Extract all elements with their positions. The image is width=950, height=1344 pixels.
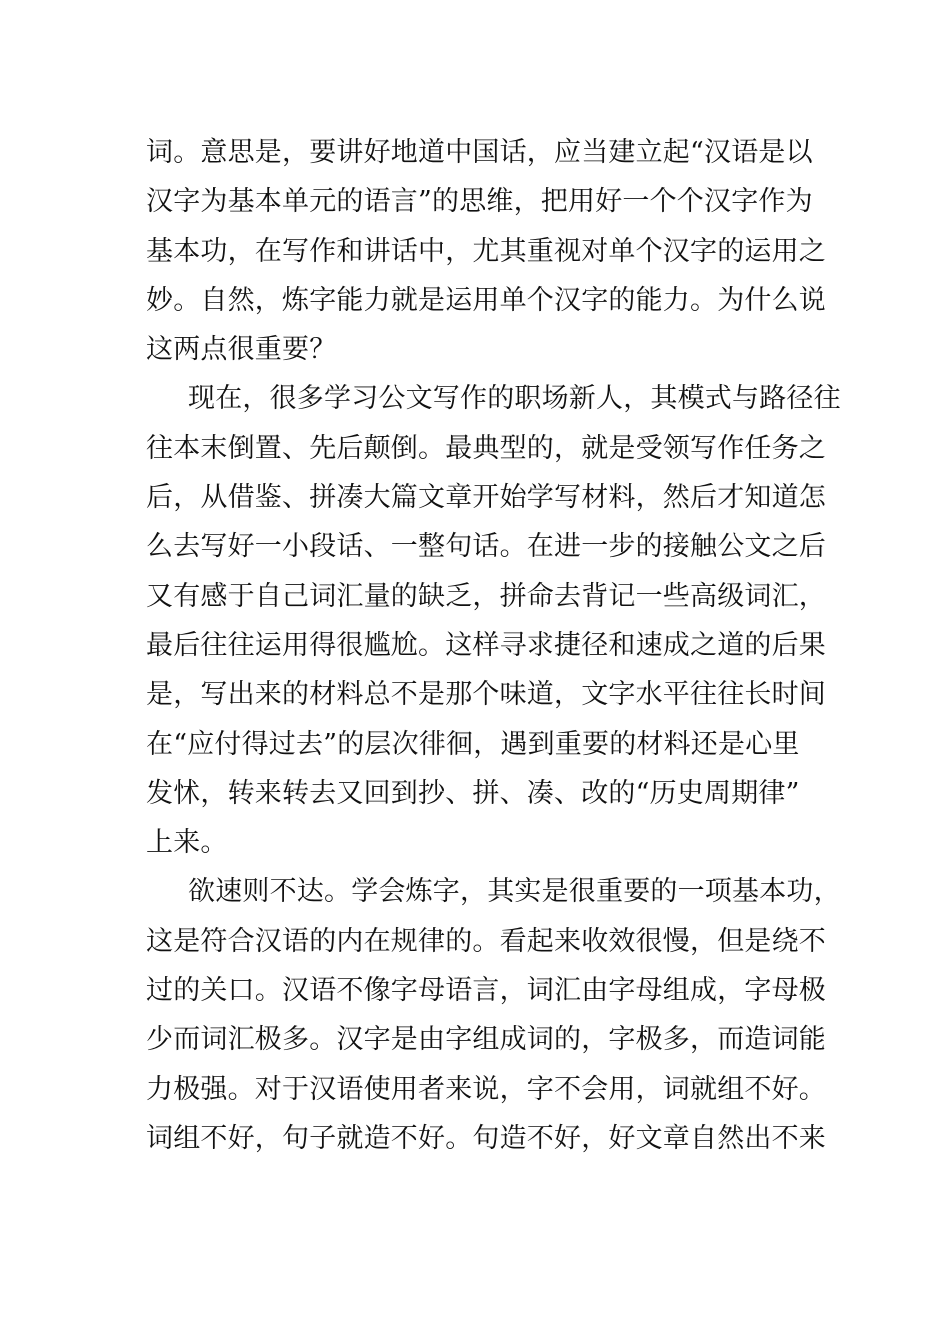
text-line: 力极强。对于汉语使用者来说，字不会用，词就组不好。 bbox=[146, 1073, 826, 1105]
text-line: 是，写出来的材料总不是那个味道，文字水平往往长时间 bbox=[146, 679, 826, 711]
text-line: 往本末倒置、先后颠倒。最典型的，就是受领写作任务之 bbox=[146, 432, 826, 464]
text-line: 过的关口。汉语不像字母语言，词汇由字母组成，字母极 bbox=[146, 975, 826, 1007]
paragraph-start-line: 欲速则不达。学会炼字，其实是很重要的一项基本功， bbox=[188, 876, 841, 908]
text-line: 妙。自然，炼字能力就是运用单个汉字的能力。为什么说 bbox=[146, 284, 826, 316]
text-line: 发怵，转来转去又回到抄、拼、凑、改的“历史周期律” bbox=[146, 777, 800, 809]
paragraph-start-line: 现在，很多学习公文写作的职场新人，其模式与路径往 bbox=[188, 383, 841, 415]
text-line: 基本功，在写作和讲话中，尤其重视对单个汉字的运用之 bbox=[146, 235, 826, 267]
text-line: 词。意思是，要讲好地道中国话，应当建立起“汉语是以 bbox=[146, 137, 813, 168]
body-text bbox=[146, 128, 841, 1163]
text-line: 词组不好，句子就造不好。句造不好，好文章自然出不来 bbox=[146, 1122, 826, 1154]
text-line: 最后往往运用得很尴尬。这样寻求捷径和速成之道的后果 bbox=[146, 629, 826, 661]
text-line: 上来。 bbox=[146, 827, 228, 859]
text-line: 少而词汇极多。汉字是由字组成词的，字极多，而造词能 bbox=[146, 1024, 826, 1056]
text-line: 这是符合汉语的内在规律的。看起来收效很慢，但是绕不 bbox=[146, 925, 826, 957]
text-line: 这两点很重要？ bbox=[146, 334, 337, 366]
text-line: 在“应付得过去”的层次徘徊，遇到重要的材料还是心里 bbox=[146, 728, 800, 760]
text-line: 么去写好一小段话、一整句话。在进一步的接触公文之后 bbox=[146, 531, 826, 563]
text-line: 又有感于自己词汇量的缺乏，拼命去背记一些高级词汇， bbox=[146, 580, 826, 612]
text-line: 汉字为基本单元的语言”的思维，把用好一个个汉字作为 bbox=[146, 186, 813, 218]
text-line: 后，从借鉴、拼凑大篇文章开始学写材料，然后才知道怎 bbox=[146, 482, 826, 514]
